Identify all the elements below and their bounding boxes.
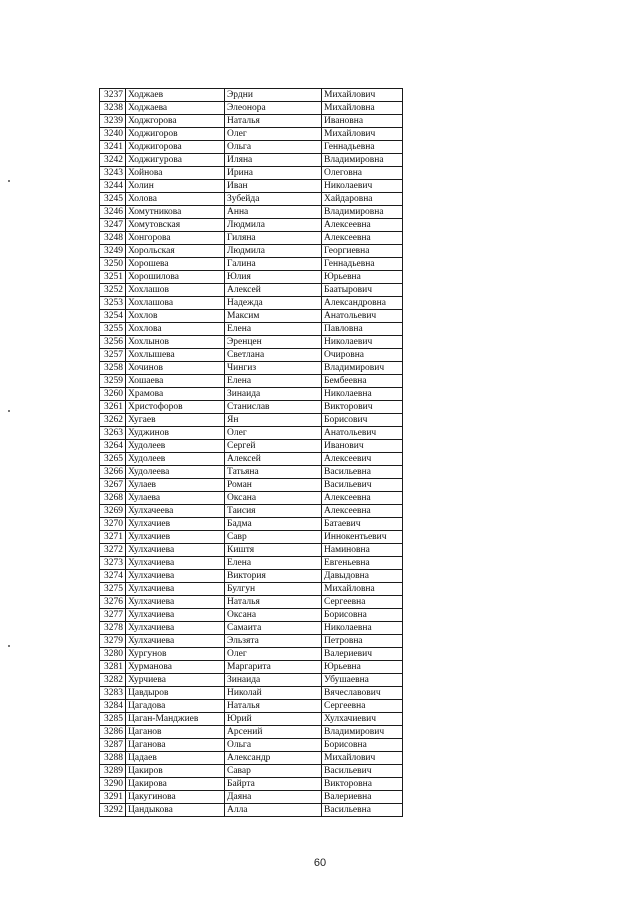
table-row <box>100 414 403 427</box>
first-name-cell: Зинаида <box>225 674 322 687</box>
patronymic-cell: Владимирович <box>322 362 403 375</box>
names-table <box>99 88 403 817</box>
table-row <box>100 323 403 336</box>
table-row <box>100 440 403 453</box>
patronymic-cell: Николаевна <box>322 622 403 635</box>
patronymic-cell: Валериевич <box>322 648 403 661</box>
table-row <box>100 401 403 414</box>
last-name-cell: Худжинов <box>126 427 225 440</box>
patronymic-cell: Иванович <box>322 440 403 453</box>
row-number-cell: 3275 <box>100 583 126 596</box>
row-number-cell: 3284 <box>100 700 126 713</box>
row-number-cell: 3237 <box>100 89 126 102</box>
last-name-cell: Ходжигурова <box>126 154 225 167</box>
table-row <box>100 141 403 154</box>
last-name-cell: Хошаева <box>126 375 225 388</box>
first-name-cell: Гиляна <box>225 232 322 245</box>
row-number-cell: 3240 <box>100 128 126 141</box>
first-name-cell: Арсений <box>225 726 322 739</box>
first-name-cell: Алексей <box>225 453 322 466</box>
first-name-cell: Элеонора <box>225 102 322 115</box>
last-name-cell: Хохлашов <box>126 284 225 297</box>
table-row <box>100 206 403 219</box>
last-name-cell: Хулхачиев <box>126 531 225 544</box>
first-name-cell: Людмила <box>225 219 322 232</box>
first-name-cell: Иляна <box>225 154 322 167</box>
patronymic-cell: Анатольевич <box>322 427 403 440</box>
first-name-cell: Наталья <box>225 596 322 609</box>
row-number-cell: 3254 <box>100 310 126 323</box>
table-row <box>100 167 403 180</box>
row-number-cell: 3268 <box>100 492 126 505</box>
patronymic-cell: Алексеевна <box>322 505 403 518</box>
patronymic-cell: Владимирович <box>322 726 403 739</box>
table-row <box>100 180 403 193</box>
patronymic-cell: Сергеевна <box>322 700 403 713</box>
first-name-cell: Галина <box>225 258 322 271</box>
table-row <box>100 596 403 609</box>
table-row <box>100 739 403 752</box>
row-number-cell: 3265 <box>100 453 126 466</box>
last-name-cell: Хохлышева <box>126 349 225 362</box>
row-number-cell: 3272 <box>100 544 126 557</box>
first-name-cell: Ян <box>225 414 322 427</box>
first-name-cell: Ирина <box>225 167 322 180</box>
last-name-cell: Цакиров <box>126 765 225 778</box>
row-number-cell: 3256 <box>100 336 126 349</box>
row-number-cell: 3282 <box>100 674 126 687</box>
patronymic-cell: Анатольевич <box>322 310 403 323</box>
row-number-cell: 3247 <box>100 219 126 232</box>
last-name-cell: Христофоров <box>126 401 225 414</box>
first-name-cell: Зубейда <box>225 193 322 206</box>
table-row <box>100 765 403 778</box>
table-row <box>100 453 403 466</box>
last-name-cell: Цадаев <box>126 752 225 765</box>
row-number-cell: 3270 <box>100 518 126 531</box>
first-name-cell: Алексей <box>225 284 322 297</box>
row-number-cell: 3245 <box>100 193 126 206</box>
first-name-cell: Ольга <box>225 141 322 154</box>
patronymic-cell: Васильевна <box>322 466 403 479</box>
row-number-cell: 3283 <box>100 687 126 700</box>
table-row <box>100 583 403 596</box>
last-name-cell: Хомутовская <box>126 219 225 232</box>
patronymic-cell: Васильевич <box>322 765 403 778</box>
table-row <box>100 284 403 297</box>
table-row <box>100 336 403 349</box>
table-row <box>100 388 403 401</box>
last-name-cell: Цандыкова <box>126 804 225 817</box>
first-name-cell: Чингиз <box>225 362 322 375</box>
last-name-cell: Хулхачиева <box>126 570 225 583</box>
table-row <box>100 466 403 479</box>
first-name-cell: Оксана <box>225 492 322 505</box>
table-row <box>100 778 403 791</box>
table-row <box>100 674 403 687</box>
patronymic-cell: Убушаевна <box>322 674 403 687</box>
table-row <box>100 492 403 505</box>
table-row <box>100 700 403 713</box>
row-number-cell: 3250 <box>100 258 126 271</box>
table-row <box>100 531 403 544</box>
row-number-cell: 3281 <box>100 661 126 674</box>
last-name-cell: Храмова <box>126 388 225 401</box>
row-number-cell: 3267 <box>100 479 126 492</box>
table-row <box>100 427 403 440</box>
row-number-cell: 3253 <box>100 297 126 310</box>
row-number-cell: 3287 <box>100 739 126 752</box>
first-name-cell: Елена <box>225 557 322 570</box>
last-name-cell: Цаганова <box>126 739 225 752</box>
patronymic-cell: Николаевич <box>322 180 403 193</box>
first-name-cell: Эльзята <box>225 635 322 648</box>
first-name-cell: Татьяна <box>225 466 322 479</box>
first-name-cell: Анна <box>225 206 322 219</box>
last-name-cell: Хурчиева <box>126 674 225 687</box>
patronymic-cell: Михайловна <box>322 102 403 115</box>
table-row <box>100 219 403 232</box>
first-name-cell: Даяна <box>225 791 322 804</box>
last-name-cell: Холова <box>126 193 225 206</box>
row-number-cell: 3271 <box>100 531 126 544</box>
patronymic-cell: Викторовна <box>322 778 403 791</box>
patronymic-cell: Геннадьевна <box>322 258 403 271</box>
row-number-cell: 3288 <box>100 752 126 765</box>
last-name-cell: Хурманова <box>126 661 225 674</box>
patronymic-cell: Михайлович <box>322 752 403 765</box>
first-name-cell: Елена <box>225 375 322 388</box>
patronymic-cell: Алексеевич <box>322 453 403 466</box>
row-number-cell: 3252 <box>100 284 126 297</box>
first-name-cell: Наталья <box>225 700 322 713</box>
row-number-cell: 3262 <box>100 414 126 427</box>
page-number: 60 <box>313 857 327 869</box>
scan-artifact <box>8 410 10 412</box>
first-name-cell: Иван <box>225 180 322 193</box>
last-name-cell: Хулхачиева <box>126 609 225 622</box>
last-name-cell: Хулхачиева <box>126 544 225 557</box>
table-row <box>100 115 403 128</box>
last-name-cell: Цаганов <box>126 726 225 739</box>
last-name-cell: Цакирова <box>126 778 225 791</box>
patronymic-cell: Баатырович <box>322 284 403 297</box>
row-number-cell: 3274 <box>100 570 126 583</box>
row-number-cell: 3276 <box>100 596 126 609</box>
row-number-cell: 3279 <box>100 635 126 648</box>
patronymic-cell: Батаевич <box>322 518 403 531</box>
row-number-cell: 3260 <box>100 388 126 401</box>
last-name-cell: Хорошева <box>126 258 225 271</box>
patronymic-cell: Павловна <box>322 323 403 336</box>
row-number-cell: 3255 <box>100 323 126 336</box>
first-name-cell: Эрдни <box>225 89 322 102</box>
first-name-cell: Людмила <box>225 245 322 258</box>
table-row <box>100 375 403 388</box>
last-name-cell: Худолеева <box>126 466 225 479</box>
patronymic-cell: Бембеевна <box>322 375 403 388</box>
first-name-cell: Наталья <box>225 115 322 128</box>
last-name-cell: Хургунов <box>126 648 225 661</box>
table-row <box>100 362 403 375</box>
row-number-cell: 3239 <box>100 115 126 128</box>
patronymic-cell: Александровна <box>322 297 403 310</box>
first-name-cell: Савар <box>225 765 322 778</box>
patronymic-cell: Сергеевна <box>322 596 403 609</box>
last-name-cell: Ходжгорова <box>126 115 225 128</box>
table-row <box>100 609 403 622</box>
table-row <box>100 479 403 492</box>
row-number-cell: 3257 <box>100 349 126 362</box>
last-name-cell: Холин <box>126 180 225 193</box>
last-name-cell: Хулхачиева <box>126 596 225 609</box>
first-name-cell: Алла <box>225 804 322 817</box>
first-name-cell: Эренцен <box>225 336 322 349</box>
patronymic-cell: Николаевна <box>322 388 403 401</box>
first-name-cell: Байрта <box>225 778 322 791</box>
first-name-cell: Таисия <box>225 505 322 518</box>
row-number-cell: 3243 <box>100 167 126 180</box>
table-row <box>100 245 403 258</box>
patronymic-cell: Петровна <box>322 635 403 648</box>
first-name-cell: Александр <box>225 752 322 765</box>
patronymic-cell: Владимировна <box>322 206 403 219</box>
row-number-cell: 3244 <box>100 180 126 193</box>
last-name-cell: Худолеев <box>126 440 225 453</box>
patronymic-cell: Юрьевна <box>322 661 403 674</box>
patronymic-cell: Николаевич <box>322 336 403 349</box>
patronymic-cell: Алексеевна <box>322 492 403 505</box>
last-name-cell: Хохлов <box>126 310 225 323</box>
patronymic-cell: Евгеньевна <box>322 557 403 570</box>
table-row <box>100 557 403 570</box>
table-row <box>100 349 403 362</box>
row-number-cell: 3269 <box>100 505 126 518</box>
last-name-cell: Хомутникова <box>126 206 225 219</box>
table-row <box>100 89 403 102</box>
last-name-cell: Хохлашова <box>126 297 225 310</box>
last-name-cell: Хулхачиева <box>126 583 225 596</box>
last-name-cell: Цакугинова <box>126 791 225 804</box>
patronymic-cell: Юрьевна <box>322 271 403 284</box>
first-name-cell: Роман <box>225 479 322 492</box>
names-table-body <box>100 89 403 817</box>
first-name-cell: Сергей <box>225 440 322 453</box>
row-number-cell: 3248 <box>100 232 126 245</box>
patronymic-cell: Васильевич <box>322 479 403 492</box>
table-row <box>100 713 403 726</box>
last-name-cell: Хулаева <box>126 492 225 505</box>
patronymic-cell: Хайдаровна <box>322 193 403 206</box>
table-row <box>100 791 403 804</box>
row-number-cell: 3263 <box>100 427 126 440</box>
patronymic-cell: Наминовна <box>322 544 403 557</box>
first-name-cell: Оксана <box>225 609 322 622</box>
row-number-cell: 3266 <box>100 466 126 479</box>
row-number-cell: 3242 <box>100 154 126 167</box>
last-name-cell: Хохлынов <box>126 336 225 349</box>
row-number-cell: 3278 <box>100 622 126 635</box>
patronymic-cell: Вячеславович <box>322 687 403 700</box>
row-number-cell: 3291 <box>100 791 126 804</box>
table-row <box>100 804 403 817</box>
row-number-cell: 3277 <box>100 609 126 622</box>
last-name-cell: Ходжигоров <box>126 128 225 141</box>
patronymic-cell: Михайлович <box>322 89 403 102</box>
row-number-cell: 3289 <box>100 765 126 778</box>
row-number-cell: 3280 <box>100 648 126 661</box>
last-name-cell: Хойнова <box>126 167 225 180</box>
first-name-cell: Маргарита <box>225 661 322 674</box>
row-number-cell: 3251 <box>100 271 126 284</box>
row-number-cell: 3259 <box>100 375 126 388</box>
row-number-cell: 3273 <box>100 557 126 570</box>
patronymic-cell: Давыдовна <box>322 570 403 583</box>
table-row <box>100 297 403 310</box>
first-name-cell: Киштя <box>225 544 322 557</box>
first-name-cell: Надежда <box>225 297 322 310</box>
table-row <box>100 661 403 674</box>
first-name-cell: Олег <box>225 128 322 141</box>
last-name-cell: Хулхачиев <box>126 518 225 531</box>
first-name-cell: Зинаида <box>225 388 322 401</box>
table-row <box>100 544 403 557</box>
row-number-cell: 3292 <box>100 804 126 817</box>
first-name-cell: Савр <box>225 531 322 544</box>
last-name-cell: Хулхачиева <box>126 557 225 570</box>
patronymic-cell: Борисовна <box>322 739 403 752</box>
table-row <box>100 193 403 206</box>
table-row <box>100 622 403 635</box>
table-row <box>100 271 403 284</box>
last-name-cell: Хулхачиева <box>126 635 225 648</box>
table-row <box>100 102 403 115</box>
last-name-cell: Цаган-Манджиев <box>126 713 225 726</box>
row-number-cell: 3241 <box>100 141 126 154</box>
patronymic-cell: Васильевна <box>322 804 403 817</box>
first-name-cell: Юлия <box>225 271 322 284</box>
table-row <box>100 505 403 518</box>
last-name-cell: Хонгорова <box>126 232 225 245</box>
first-name-cell: Самаита <box>225 622 322 635</box>
first-name-cell: Максим <box>225 310 322 323</box>
patronymic-cell: Очировна <box>322 349 403 362</box>
last-name-cell: Хулхачеева <box>126 505 225 518</box>
patronymic-cell: Валериевна <box>322 791 403 804</box>
row-number-cell: 3249 <box>100 245 126 258</box>
last-name-cell: Цагадова <box>126 700 225 713</box>
table-row <box>100 752 403 765</box>
last-name-cell: Худолеев <box>126 453 225 466</box>
table-row <box>100 648 403 661</box>
row-number-cell: 3258 <box>100 362 126 375</box>
scan-artifact <box>8 180 10 182</box>
table-row <box>100 518 403 531</box>
last-name-cell: Цавдыров <box>126 687 225 700</box>
first-name-cell: Светлана <box>225 349 322 362</box>
table-row <box>100 232 403 245</box>
patronymic-cell: Михайлович <box>322 128 403 141</box>
patronymic-cell: Георгиевна <box>322 245 403 258</box>
last-name-cell: Ходжаев <box>126 89 225 102</box>
row-number-cell: 3290 <box>100 778 126 791</box>
patronymic-cell: Владимировна <box>322 154 403 167</box>
table-row <box>100 635 403 648</box>
row-number-cell: 3264 <box>100 440 126 453</box>
table-row <box>100 726 403 739</box>
patronymic-cell: Иннокентьевич <box>322 531 403 544</box>
patronymic-cell: Олеговна <box>322 167 403 180</box>
last-name-cell: Хочинов <box>126 362 225 375</box>
table-row <box>100 258 403 271</box>
table-row <box>100 154 403 167</box>
last-name-cell: Хулаев <box>126 479 225 492</box>
table-row <box>100 570 403 583</box>
first-name-cell: Ольга <box>225 739 322 752</box>
row-number-cell: 3261 <box>100 401 126 414</box>
last-name-cell: Хохлова <box>126 323 225 336</box>
patronymic-cell: Борисовна <box>322 609 403 622</box>
last-name-cell: Хулхачиева <box>126 622 225 635</box>
patronymic-cell: Михайловна <box>322 583 403 596</box>
first-name-cell: Юрий <box>225 713 322 726</box>
first-name-cell: Бадма <box>225 518 322 531</box>
last-name-cell: Ходжигорова <box>126 141 225 154</box>
first-name-cell: Олег <box>225 427 322 440</box>
patronymic-cell: Геннадьевна <box>322 141 403 154</box>
row-number-cell: 3238 <box>100 102 126 115</box>
first-name-cell: Булгун <box>225 583 322 596</box>
last-name-cell: Хугаев <box>126 414 225 427</box>
first-name-cell: Станислав <box>225 401 322 414</box>
scan-artifact <box>8 645 10 647</box>
last-name-cell: Ходжаева <box>126 102 225 115</box>
first-name-cell: Виктория <box>225 570 322 583</box>
row-number-cell: 3286 <box>100 726 126 739</box>
table-row <box>100 128 403 141</box>
first-name-cell: Олег <box>225 648 322 661</box>
patronymic-cell: Борисович <box>322 414 403 427</box>
last-name-cell: Хорольская <box>126 245 225 258</box>
patronymic-cell: Алексеевна <box>322 232 403 245</box>
row-number-cell: 3285 <box>100 713 126 726</box>
patronymic-cell: Хулхачиевич <box>322 713 403 726</box>
last-name-cell: Хорошилова <box>126 271 225 284</box>
table-row <box>100 310 403 323</box>
patronymic-cell: Алексеевна <box>322 219 403 232</box>
first-name-cell: Николай <box>225 687 322 700</box>
first-name-cell: Елена <box>225 323 322 336</box>
patronymic-cell: Викторович <box>322 401 403 414</box>
patronymic-cell: Ивановна <box>322 115 403 128</box>
table-row <box>100 687 403 700</box>
row-number-cell: 3246 <box>100 206 126 219</box>
